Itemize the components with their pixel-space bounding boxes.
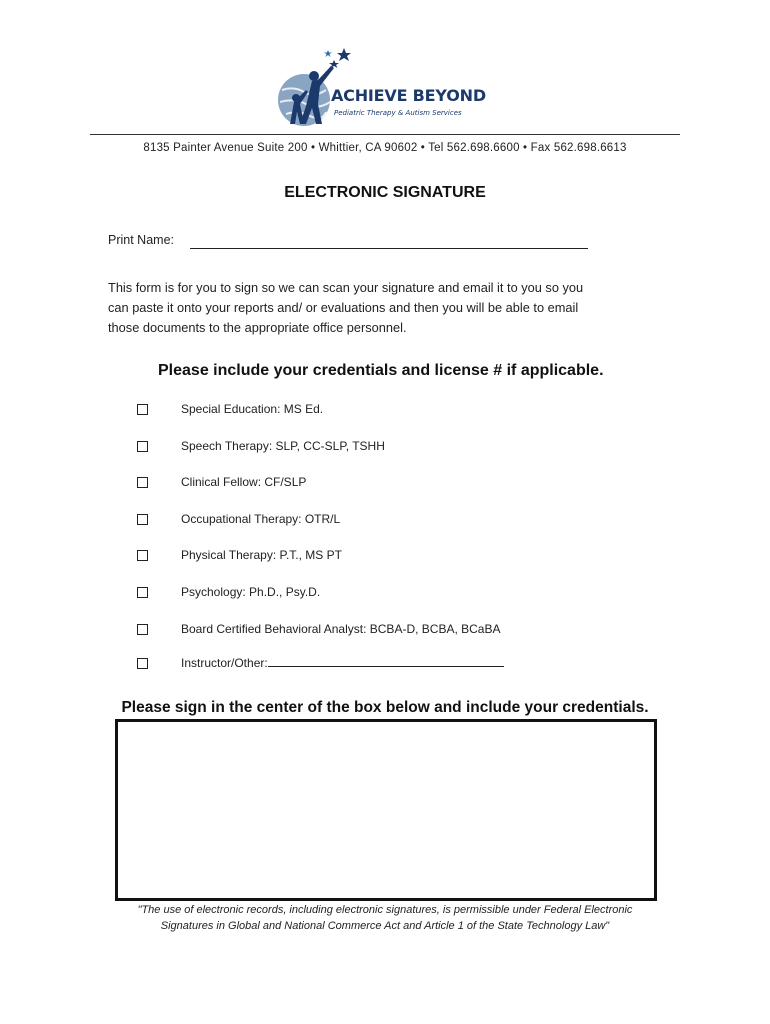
print-name-field[interactable] — [190, 248, 588, 249]
company-address: 8135 Painter Avenue Suite 200 • Whittier, CA 90602 • Tel 562.698.6600 • Fax 562.698.6613 — [143, 142, 627, 154]
logo-tagline: Pediatric Therapy & Autism Services — [334, 109, 462, 117]
checkbox[interactable] — [137, 658, 148, 669]
logo-company-name: ACHIEVE BEYOND — [331, 86, 486, 105]
legal-line: Signatures in Global and National Commerce Act and Article 1 of the State Technology Law" — [160, 920, 610, 932]
legal-notice — [0, 902, 770, 934]
signature-box[interactable] — [115, 719, 657, 901]
checkbox[interactable] — [137, 477, 148, 488]
credential-option-label: Physical Therapy: P.T., MS PT — [181, 548, 342, 562]
credential-option-label: Instructor/Other: — [181, 656, 268, 670]
credential-option-label: Special Education: MS Ed. — [181, 402, 324, 416]
credentials-heading: Please include your credentials and license # if applicable. — [158, 362, 604, 379]
checkbox[interactable] — [137, 404, 148, 415]
credential-option-label: Speech Therapy: SLP, CC-SLP, TSHH — [181, 439, 385, 453]
credential-option-label: Board Certified Behavioral Analyst: BCBA-D, BCBA, BCaBA — [181, 622, 501, 636]
company-logo — [276, 46, 496, 128]
intro-line: those documents to the appropriate office personnel. — [108, 320, 407, 335]
print-name-label: Print Name: — [108, 233, 174, 247]
header-divider — [90, 134, 680, 135]
intro-paragraph — [108, 278, 668, 338]
credential-option-label: Clinical Fellow: CF/SLP — [181, 475, 307, 489]
checkbox[interactable] — [137, 587, 148, 598]
intro-line: This form is for you to sign so we can scan your signature and email it to you so you — [108, 280, 584, 295]
checkbox[interactable] — [137, 624, 148, 635]
legal-line: "The use of electronic records, including electronic signatures, is permissible under Federal Electronic — [137, 904, 633, 916]
credential-option-label: Psychology: Ph.D., Psy.D. — [181, 585, 321, 599]
form-title: ELECTRONIC SIGNATURE — [284, 184, 486, 201]
other-credential-field[interactable] — [268, 656, 504, 667]
intro-line: can paste it onto your reports and/ or evaluations and then you will be able to email — [108, 300, 579, 315]
credential-option-label: Occupational Therapy: OTR/L — [181, 512, 341, 526]
sign-heading: Please sign in the center of the box below and include your credentials. — [121, 699, 649, 716]
credential-option-label-wrap — [181, 656, 504, 670]
checkbox[interactable] — [137, 514, 148, 525]
checkbox[interactable] — [137, 441, 148, 452]
checkbox[interactable] — [137, 550, 148, 561]
